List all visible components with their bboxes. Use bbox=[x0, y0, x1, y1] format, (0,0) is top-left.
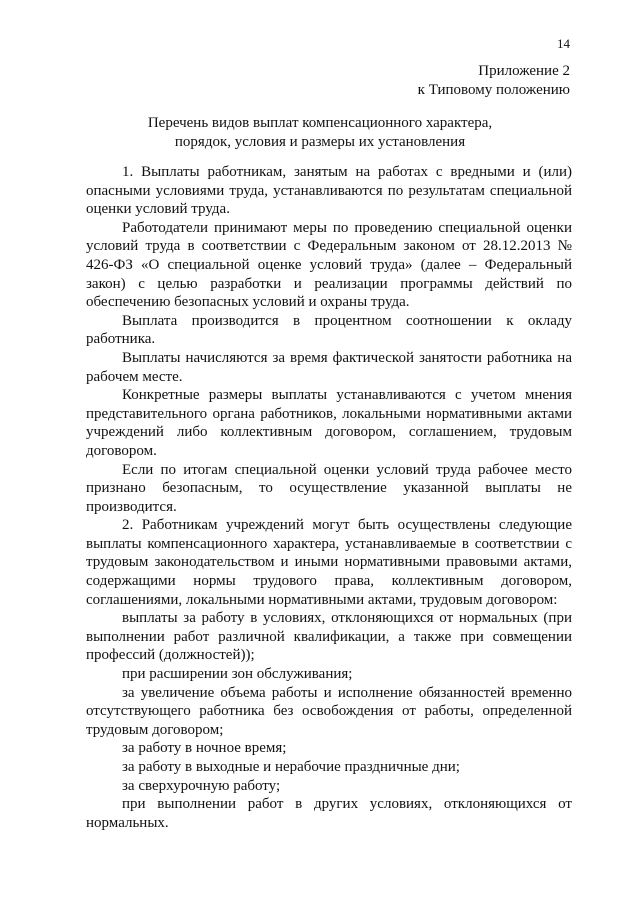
list-item: при выполнении работ в других условиях, отклоняющихся от нормальных. bbox=[86, 796, 572, 831]
list-item: за работу в ночное время; bbox=[122, 740, 287, 757]
paragraph: Выплаты начисляются за время фактической занятости работника на рабочем месте. bbox=[86, 349, 572, 385]
document-title bbox=[70, 114, 570, 152]
list-item: за сверхурочную работу; bbox=[122, 777, 281, 794]
page-number: 14 bbox=[557, 36, 570, 51]
paragraph: Если по итогам специальной оценки условий труда рабочее место признано безопасным, то осуществление указанной выплаты не производится. bbox=[86, 461, 572, 515]
paragraph: 2. Работникам учреждений могут быть осуществлены следующие выплаты компенсационного характера, устанавливаемые в соответствии с трудовым законодательством и иными нормативными правовыми актами, содержащими нормы трудового права, коллективным договором, соглашениями, локальными нормативными актами, трудовым договором: bbox=[86, 517, 572, 608]
title-line-2: порядок, условия и размеры их установления bbox=[174, 134, 466, 150]
document-body bbox=[86, 163, 572, 832]
appendix-line-2: к Типовому положению bbox=[417, 82, 570, 98]
list-item: за работу в выходные и нерабочие праздничные дни; bbox=[122, 759, 460, 775]
list-item: за увеличение объема работы и исполнение обязанностей временно отсутствующего работника без освобождения от работы, определенной трудовым договором; bbox=[86, 684, 572, 738]
appendix-header bbox=[418, 62, 570, 100]
list-item: при расширении зон обслуживания; bbox=[122, 666, 353, 683]
appendix-line-1: Приложение 2 bbox=[478, 63, 570, 79]
paragraph: Работодатели принимают меры по проведению специальной оценки условий труда в соответствии с Федеральным законом от 28.12.2013 № 426-ФЗ «О специальной оценке условий труда» (далее – Федеральный закон) с целью разработки и реализации программы действий по обеспечению безопасных условий и охраны труда. bbox=[86, 219, 572, 311]
paragraph: 1. Выплаты работникам, занятым на работах с вредными и (или) опасными условиями труда, устанавливаются по результатам специальной оценки условий труда. bbox=[86, 164, 572, 218]
paragraph: Конкретные размеры выплаты устанавливаются с учетом мнения представительного органа работников, локальными нормативными актами учреждений либо коллективным договором, соглашением, трудовым договором. bbox=[86, 387, 572, 459]
paragraph: Выплата производится в процентном соотношении к окладу работника. bbox=[86, 312, 572, 348]
title-line-1: Перечень видов выплат компенсационного характера, bbox=[147, 115, 493, 131]
list-item: выплаты за работу в условиях, отклоняющихся от нормальных (при выполнении работ различной квалификации, а также при совмещении профессий (должностей)); bbox=[86, 610, 572, 664]
